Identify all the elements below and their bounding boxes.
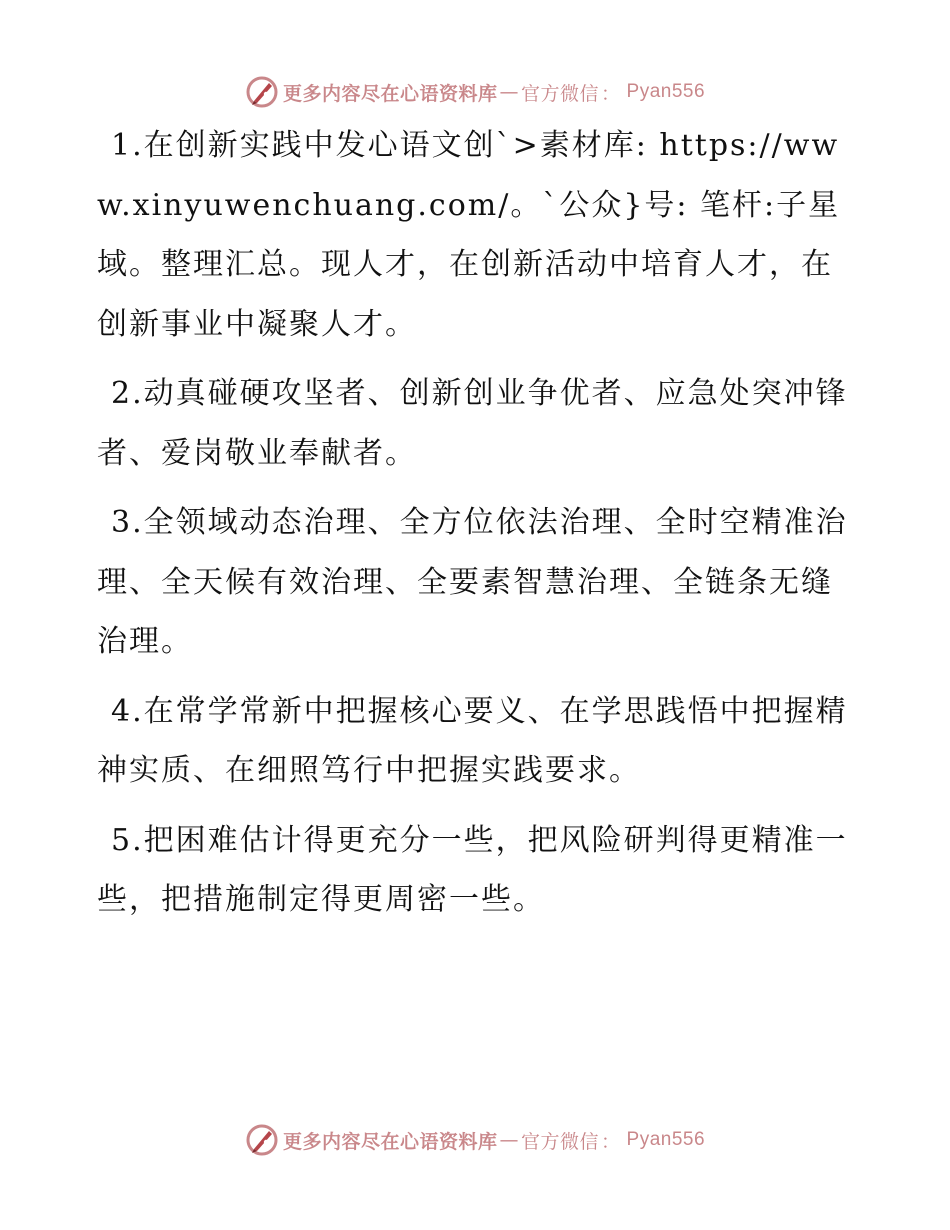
paragraph-5 <box>97 811 857 930</box>
pen-logo-icon <box>245 75 279 109</box>
paragraph-number: 4. <box>111 693 144 729</box>
banner-separator: ： <box>601 82 621 105</box>
paragraph-number: 1. <box>111 128 144 163</box>
paragraph-number: 2. <box>111 376 144 411</box>
banner-brand: 更多内容尽在心语资料库 <box>282 1130 498 1153</box>
pen-logo-icon <box>245 1123 279 1157</box>
banner-wechat-label: 官方微信 <box>520 82 599 105</box>
document-body <box>97 116 857 940</box>
paragraph-1 <box>97 116 857 354</box>
paragraph-text: 动真碰硬攻坚者、创新创业争优者、应急处突冲锋者、爱岗敬业奉献者。 <box>97 376 848 471</box>
header-banner <box>0 72 950 112</box>
banner-dash: — <box>499 81 519 103</box>
paragraph-text: 全领域动态治理、全方位依法治理、全时空精准治理、全天候有效治理、全要素智慧治理、全链条无缝治理。 <box>97 505 848 659</box>
paragraph-4 <box>97 682 857 801</box>
paragraph-text: 在常学常新中把握核心要义、在学思践悟中把握精神实质、在细照笃行中把握实践要求。 <box>97 693 848 788</box>
banner-dash: — <box>499 1129 519 1151</box>
paragraph-2 <box>97 364 857 483</box>
banner-wechat-id: Pyan556 <box>626 1129 706 1150</box>
paragraph-text: 把困难估计得更充分一些，把风险研判得更精准一些，把措施制定得更周密一些。 <box>97 822 848 917</box>
footer-banner <box>0 1120 950 1160</box>
paragraph-text: 在创新实践中发心语文创`>素材库: https://www.xinyuwenchuang.com/。`公众}号: 笔杆:子星域。整理汇总。现人才，在创新活动中培育人才，在创新事业中凝聚人才。 <box>97 128 841 342</box>
paragraph-number: 3. <box>111 505 144 540</box>
banner-brand: 更多内容尽在心语资料库 <box>282 82 498 105</box>
paragraph-number: 5. <box>111 822 144 858</box>
paragraph-3 <box>97 493 857 672</box>
banner-separator: ： <box>601 1130 621 1153</box>
banner-wechat-id: Pyan556 <box>626 81 706 102</box>
banner-wechat-label: 官方微信 <box>520 1130 599 1153</box>
